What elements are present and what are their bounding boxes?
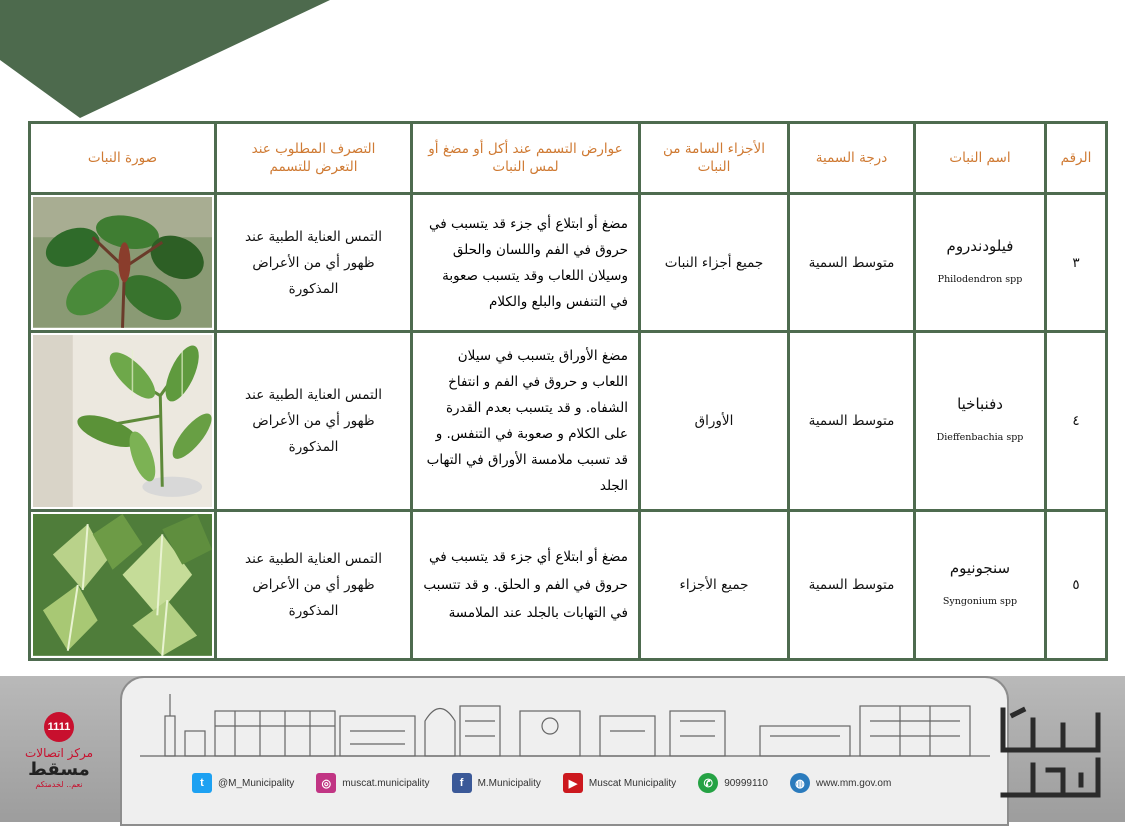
whatsapp-link[interactable]: [698, 773, 768, 793]
table-row: [30, 194, 1107, 332]
toxicity-level: متوسط السمية: [789, 194, 915, 332]
twitter-handle: @M_Municipality: [218, 777, 295, 789]
call-center-line1: مركز اتصالات: [24, 746, 94, 760]
plant-name-arabic: دفنباخيا: [957, 395, 1003, 414]
header-image: صورة النبات: [30, 123, 216, 194]
toxic-plants-table: [28, 121, 1105, 661]
instagram-handle: muscat.municipality: [342, 777, 430, 789]
table-row: [30, 511, 1107, 660]
header-toxic-parts: الأجزاء السامة من النبات: [640, 123, 789, 194]
facebook-handle: M.Municipality: [477, 777, 541, 789]
youtube-link[interactable]: [563, 773, 676, 793]
whatsapp-icon: ✆: [698, 773, 718, 793]
call-center-slogan: نعم.. لخدمتكم: [35, 780, 83, 789]
table-row: [30, 332, 1107, 511]
twitter-link[interactable]: [192, 773, 294, 793]
twitter-icon: t: [192, 773, 212, 793]
plant-image-cell: [30, 194, 216, 332]
header-number: الرقم: [1046, 123, 1107, 194]
row-number: ٤: [1046, 332, 1107, 511]
header-symptoms: عوارض التسمم عند أكل أو مضغ أو لمس النبات: [412, 123, 640, 194]
call-center-logo: [14, 712, 104, 802]
social-links-bar: [192, 770, 913, 796]
plant-name-cell: [915, 194, 1046, 332]
plant-name-latin: Syngonium spp: [942, 596, 1018, 608]
plant-name-arabic: سنجونيوم: [949, 559, 1011, 578]
instagram-icon: ◎: [316, 773, 336, 793]
row-number: ٣: [1046, 194, 1107, 332]
youtube-icon: ▶: [563, 773, 583, 793]
facebook-link[interactable]: [452, 773, 541, 793]
dieffenbachia-plant-image: [33, 335, 212, 507]
symptoms-text: مضغ أو ابتلاع أي جزء قد يتسبب في حروق في الفم واللسان والحلق وسيلان اللعاب وقد يتسبب صعوبة في التنفس والبلع والكلام: [412, 194, 640, 332]
toxicity-level: متوسط السمية: [789, 332, 915, 511]
call-center-badge: 1111: [44, 712, 74, 742]
whatsapp-number: 90999110: [724, 777, 768, 789]
plant-image-cell: [30, 332, 216, 511]
instagram-link[interactable]: [316, 773, 429, 793]
facebook-icon: f: [452, 773, 472, 793]
website-link[interactable]: [790, 773, 891, 793]
corner-decoration: [0, 0, 330, 120]
plant-name-cell: [915, 511, 1046, 660]
toxic-parts: جميع أجزاء النبات: [640, 194, 789, 332]
symptoms-text: مضغ الأوراق يتسبب في سيلان اللعاب و حروق في الفم و انتفاخ الشفاه. و قد يتسبب بعدم القدرة على الكلام و صعوبة في التنفس. و قد تسبب ملامسة الأوراق في التهاب الجلد: [412, 332, 640, 511]
plant-image-cell: [30, 511, 216, 660]
call-center-line2: مسقط: [28, 759, 90, 780]
toxic-parts: جميع الأجزاء: [640, 511, 789, 660]
muscat-municipality-logo: [993, 700, 1113, 810]
toxic-parts: الأوراق: [640, 332, 789, 511]
toxicity-level: متوسط السمية: [789, 511, 915, 660]
plant-name-cell: [915, 332, 1046, 511]
action-text: التمس العناية الطبية عند ظهور أي من الأعراض المذكورة: [216, 511, 412, 660]
header-action: التصرف المطلوب عند التعرض للتسمم: [216, 123, 412, 194]
symptoms-text: مضغ أو ابتلاع أي جزء قد يتسبب في حروق في الفم و الحلق. و قد تتسبب في التهابات بالجلد عند الملامسة: [412, 511, 640, 660]
plant-name-arabic: فيلودندروم: [946, 236, 1014, 255]
plant-name-latin: Dieffenbachia spp: [936, 432, 1024, 444]
table-header-row: [30, 123, 1107, 194]
row-number: ٥: [1046, 511, 1107, 660]
muscat-skyline-illustration: [140, 686, 990, 758]
header-toxicity: درجة السمية: [789, 123, 915, 194]
action-text: التمس العناية الطبية عند ظهور أي من الأعراض المذكورة: [216, 332, 412, 511]
syngonium-plant-image: [33, 514, 212, 656]
website-url: www.mm.gov.om: [815, 777, 892, 789]
globe-icon: ◍: [790, 773, 810, 793]
plant-name-latin: Philodendron spp: [937, 273, 1023, 285]
philodendron-plant-image: [33, 197, 212, 328]
action-text: التمس العناية الطبية عند ظهور أي من الأعراض المذكورة: [216, 194, 412, 332]
youtube-handle: Muscat Municipality: [588, 777, 677, 789]
header-plant-name: اسم النبات: [915, 123, 1046, 194]
